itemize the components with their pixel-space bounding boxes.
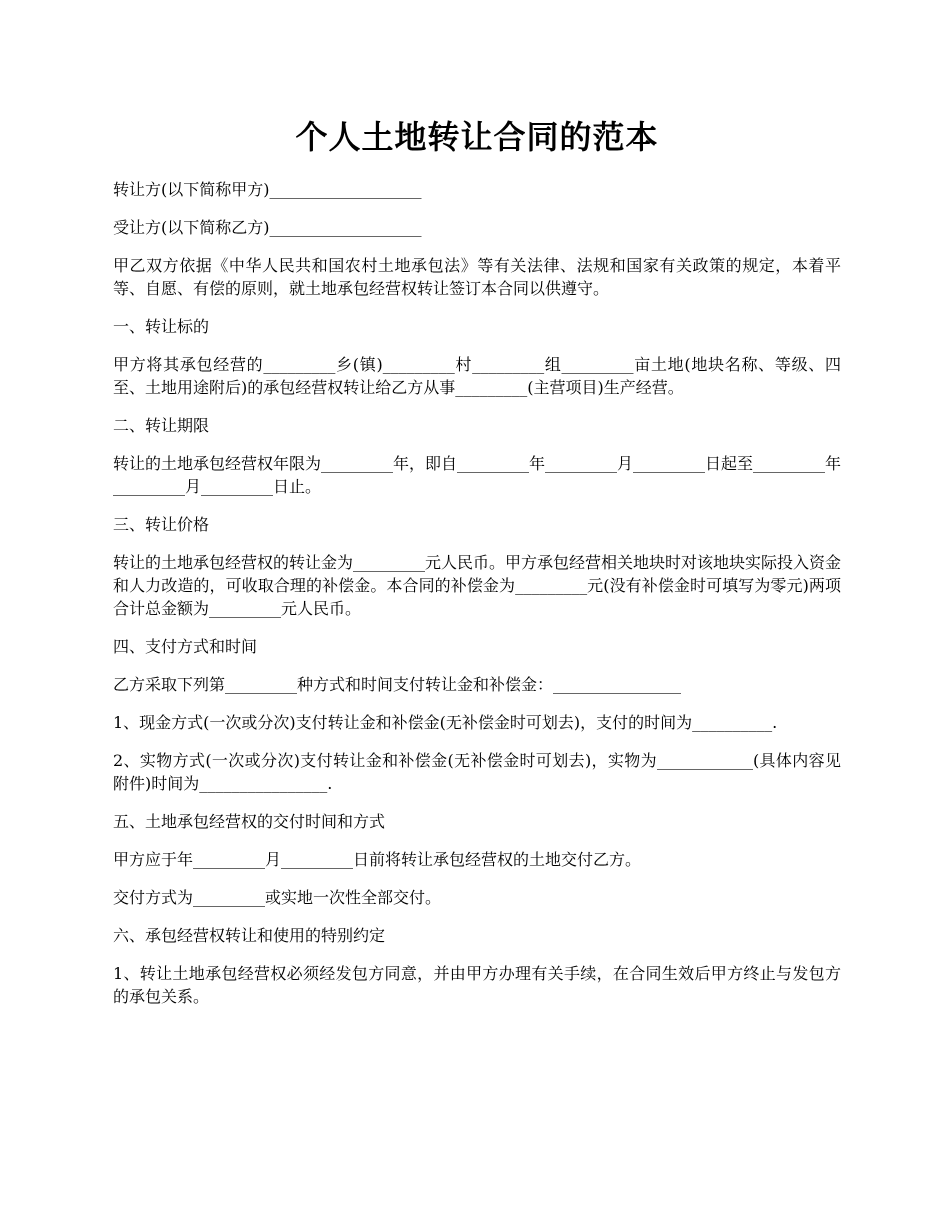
section-2-paragraph: 转让的土地承包经营权年限为_________年，即自_________年_________月_________日起至_________年_________月_________日止。 <box>113 454 842 496</box>
section-4-paragraph: 乙方采取下列第_________种方式和时间支付转让金和补偿金：________________ <box>113 675 682 694</box>
section-1-paragraph: 甲方将其承包经营的_________乡(镇)_________村_________组_________亩土地(地块名称、等级、四至、土地用途附后)的承包经营权转让给乙方从事_________(主营项目)生产经营。 <box>113 355 841 397</box>
section-3-paragraph: 转让的土地承包经营权的转让金为_________元人民币。甲方承包经营相关地块时对该地块实际投入资金和人力改造的，可收取合理的补偿金。本合同的补偿金为_________元(没有补偿金时可填写为零元)两项合计总金额为_________元人民币。 <box>113 553 842 618</box>
document-title: 个人土地转让合同的范本 <box>295 118 659 156</box>
preamble-paragraph: 甲乙双方依据《中华人民共和国农村土地承包法》等有关法律、法规和国家有关政策的规定，本着平等、自愿、有偿的原则，就土地承包经营权转让签订本合同以供遵守。 <box>113 256 841 298</box>
transferee-line: 受让方(以下简称乙方)___________________ <box>113 218 422 237</box>
transferor-line: 转让方(以下简称甲方)___________________ <box>113 180 422 199</box>
section-4-item-1: 1、现金方式(一次或分次)支付转让金和补偿金(无补偿金时可划去)，支付的时间为__________. <box>113 713 778 732</box>
document-page <box>113 108 841 1023</box>
section-4-item-2: 2、实物方式(一次或分次)支付转让金和补偿金(无补偿金时可划去)，实物为____________(具体内容见附件)时间为________________. <box>113 751 841 793</box>
section-heading-3: 三、转让价格 <box>113 515 210 534</box>
section-5-paragraph-1: 甲方应于年_________月_________日前将转让承包经营权的土地交付乙方。 <box>113 850 642 869</box>
section-5-paragraph-2: 交付方式为_________或实地一次性全部交付。 <box>113 888 442 907</box>
section-6-item-1: 1、转让土地承包经营权必须经发包方同意，并由甲方办理有关手续，在合同生效后甲方终止与发包方的承包关系。 <box>113 964 841 1006</box>
section-heading-6: 六、承包经营权转让和使用的特别约定 <box>113 926 386 945</box>
section-heading-5: 五、土地承包经营权的交付时间和方式 <box>113 812 386 831</box>
section-heading-4: 四、支付方式和时间 <box>113 637 258 656</box>
section-heading-1: 一、转让标的 <box>113 317 210 336</box>
section-heading-2: 二、转让期限 <box>113 416 210 435</box>
